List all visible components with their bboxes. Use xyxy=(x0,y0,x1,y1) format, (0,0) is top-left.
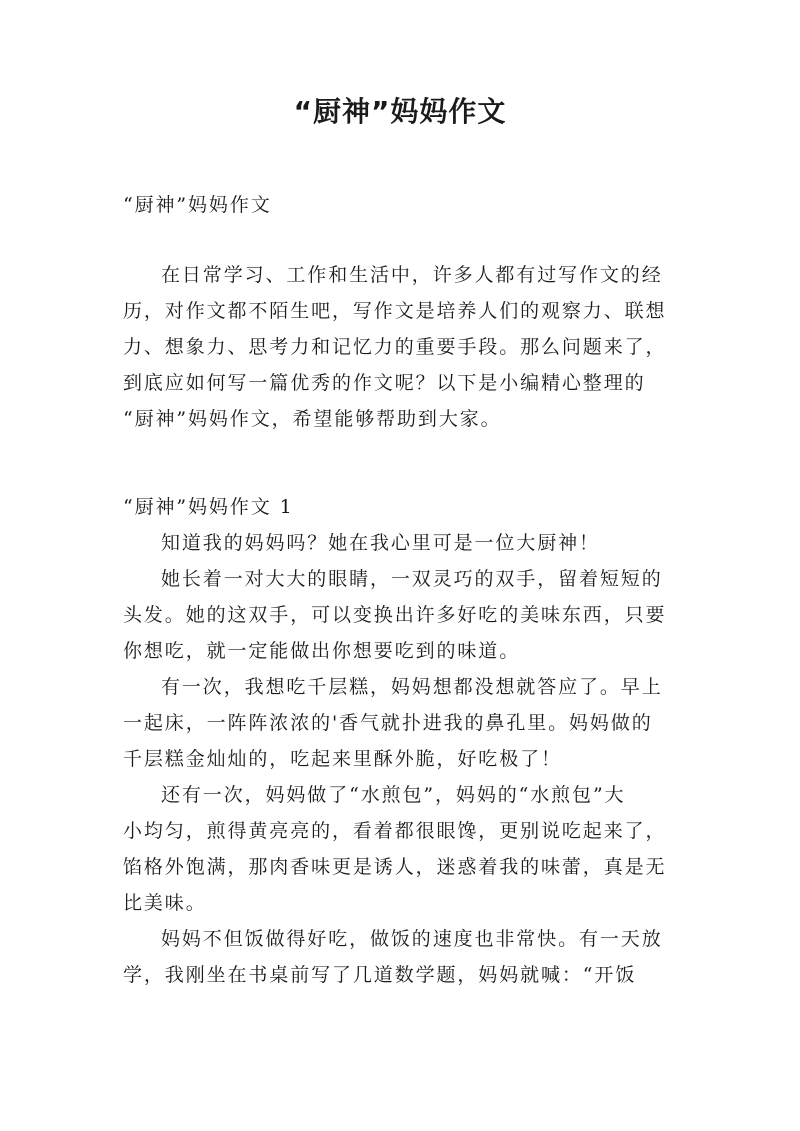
paragraph-line: 学，我刚坐在书桌前写了几道数学题，妈妈就喊：“开饭 xyxy=(123,964,637,986)
document-title: “厨神”妈妈作文 xyxy=(293,95,507,128)
paragraph-line: 比美味。 xyxy=(123,892,207,914)
essay-paragraph xyxy=(123,669,683,777)
paragraph-line: 知道我的妈妈吗？她在我心里可是一位大厨神！ xyxy=(161,532,600,554)
paragraph-line: 头发。她的这双手，可以变换出许多好吃的美味东西，只要 xyxy=(123,604,667,626)
paragraph-line: 她长着一对大大的眼睛，一双灵巧的双手，留着短短的 xyxy=(161,568,663,590)
intro-line: 历，对作文都不陌生吧，写作文是培养人们的观察力、联想 xyxy=(123,300,667,322)
paragraph-line: 有一次，我想吃千层糕，妈妈想都没想就答应了。早上 xyxy=(161,676,663,698)
essay-paragraph xyxy=(123,561,683,669)
paragraph-line: 小均匀，煎得黄亮亮的，看着都很眼馋，更别说吃起来了， xyxy=(123,820,667,842)
intro-text xyxy=(123,257,683,437)
document-subtitle: “厨神”妈妈作文 xyxy=(123,194,272,216)
paragraph-line: 馅格外饱满，那肉香味更是诱人，迷惑着我的味蕾，真是无 xyxy=(123,856,667,878)
intro-line: 在日常学习、工作和生活中，许多人都有过写作文的经 xyxy=(161,264,663,286)
essay-paragraph xyxy=(123,777,683,921)
intro-line: 力、想象力、思考力和记忆力的重要手段。那么问题来了， xyxy=(123,336,667,358)
paragraph-line: 你想吃，就一定能做出你想要吃到的味道。 xyxy=(123,640,521,662)
essay-heading: “厨神”妈妈作文 1 xyxy=(123,496,294,518)
paragraph-line: 妈妈不但饭做得好吃，做饭的速度也非常快。有一天放 xyxy=(161,928,663,950)
intro-line: 到底应如何写一篇优秀的作文呢？以下是小编精心整理的 xyxy=(123,372,646,394)
paragraph-line: 一起床，一阵阵浓浓的'香气就扑进我的鼻孔里。妈妈做的 xyxy=(123,712,653,734)
essay-section xyxy=(123,489,683,993)
paragraph-line: 千层糕金灿灿的，吃起来里酥外脆，好吃极了！ xyxy=(123,748,562,770)
paragraph-line: 还有一次，妈妈做了“水煎包”，妈妈的“水煎包”大 xyxy=(161,784,626,806)
essay-paragraph xyxy=(123,525,683,561)
intro-line: “厨神”妈妈作文，希望能够帮助到大家。 xyxy=(123,408,502,430)
essay-paragraph xyxy=(123,921,683,993)
intro-paragraph xyxy=(123,257,683,437)
